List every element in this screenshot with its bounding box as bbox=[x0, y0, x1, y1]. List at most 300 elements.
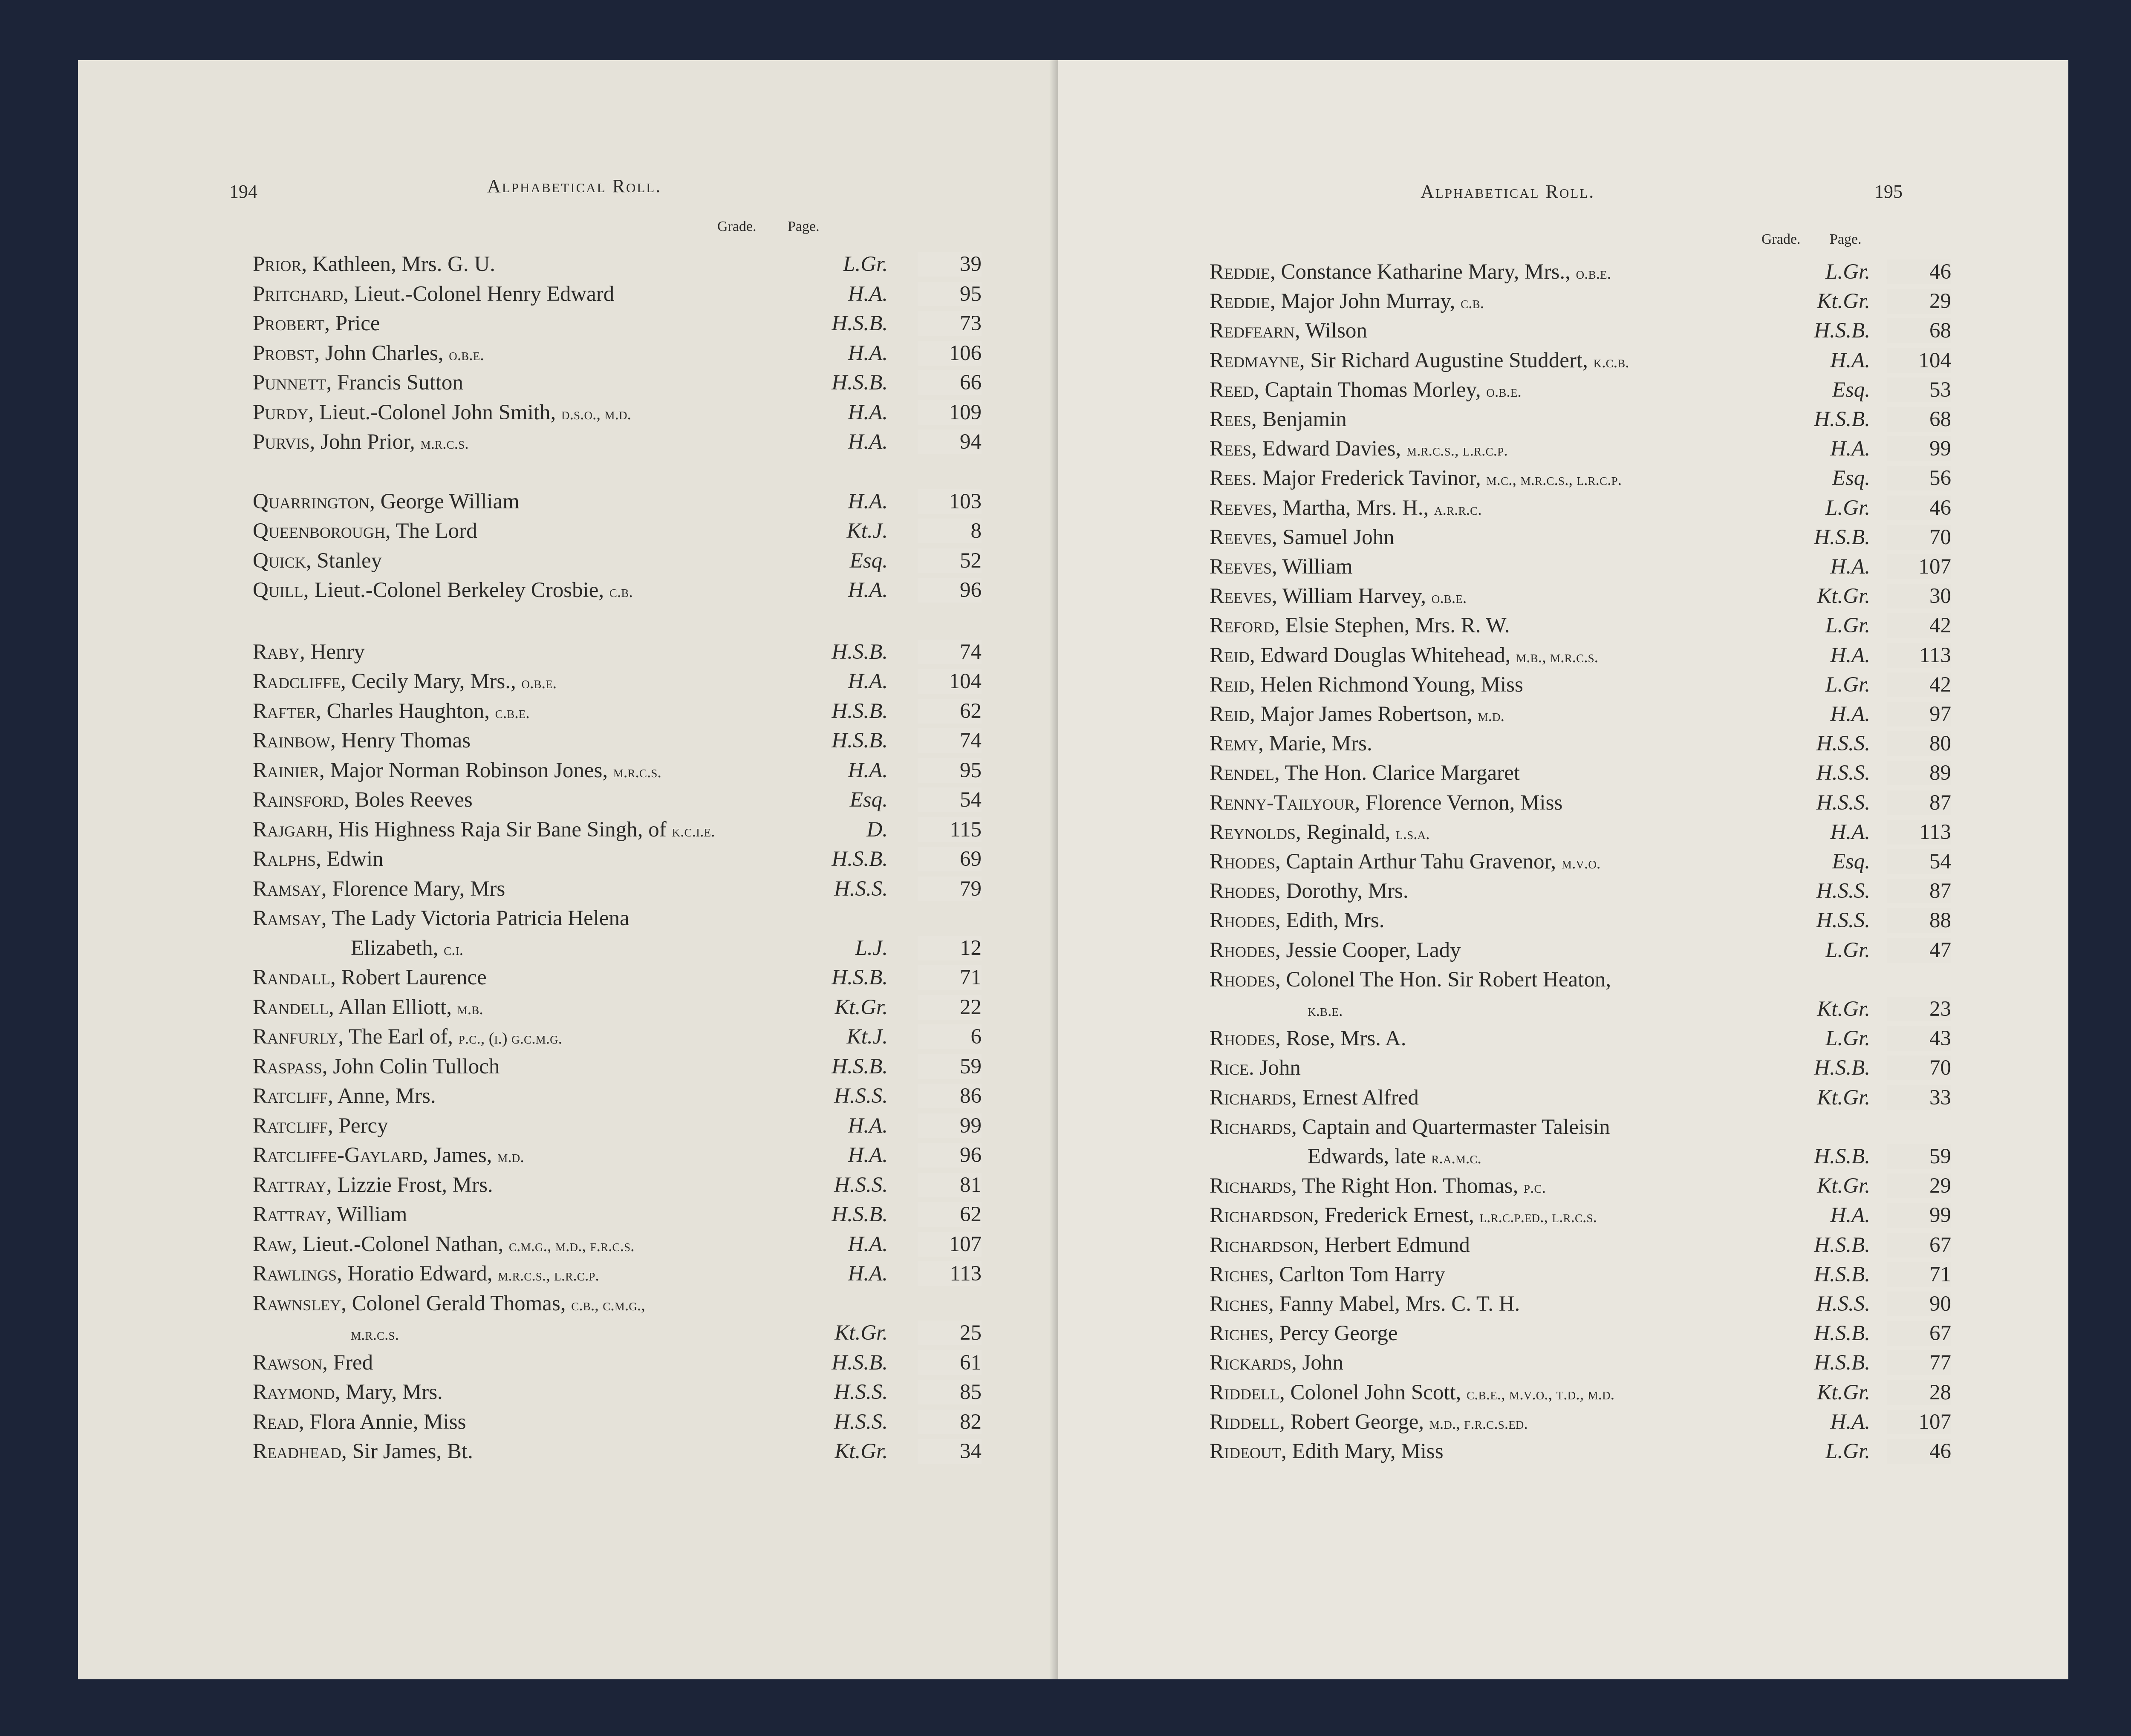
entry-given-names: Dorothy, Mrs. bbox=[1280, 879, 1409, 903]
entry-name bbox=[1210, 1233, 1470, 1257]
entry-page: 103 bbox=[918, 489, 982, 514]
entry-honours: l.r.c.p.ed., l.r.c.s. bbox=[1479, 1208, 1597, 1226]
entry-given-names: Captain Thomas Morley, bbox=[1259, 378, 1487, 402]
entry-page: 46 bbox=[1887, 1439, 1951, 1464]
entry-surname: Purvis, bbox=[253, 430, 315, 454]
entry-page: 12 bbox=[918, 936, 982, 960]
entry-page: 54 bbox=[918, 787, 982, 812]
entry-given-names: Edwards, late bbox=[1308, 1145, 1432, 1168]
entry-surname: Quarrington, bbox=[253, 489, 375, 513]
entry-given-names: Lieut.-Colonel Berkeley Crosbie, bbox=[309, 578, 609, 602]
entry-name bbox=[1210, 820, 1430, 845]
entry-name bbox=[1210, 1026, 1406, 1051]
entry-given-names: Percy George bbox=[1273, 1321, 1398, 1346]
entry-grade: Kt.Gr. bbox=[1817, 997, 1870, 1021]
entry-given-names: Carlton Tom Harry bbox=[1273, 1262, 1445, 1286]
entry-name bbox=[253, 1321, 399, 1345]
entry-surname: Rattray, bbox=[253, 1173, 332, 1197]
entry-given-names: Florence Vernon, Miss bbox=[1360, 790, 1563, 815]
entry-given-names: Robert George, bbox=[1285, 1410, 1429, 1434]
entry-given-names: The Lord bbox=[390, 519, 477, 543]
entry-honours: p.c. bbox=[1524, 1179, 1546, 1197]
entry-page: 34 bbox=[918, 1439, 982, 1464]
entry-name bbox=[253, 252, 495, 277]
entry-grade: H.S.B. bbox=[1814, 1321, 1870, 1346]
entry-name bbox=[1210, 1350, 1343, 1375]
entry-given-names: Ernest Alfred bbox=[1297, 1085, 1419, 1110]
entry-given-names: Robert Laurence bbox=[335, 966, 487, 989]
entry-grade: H.S.S. bbox=[1816, 1292, 1870, 1316]
entry-surname: Punnett, bbox=[253, 371, 332, 395]
entry-given-names: James, bbox=[428, 1143, 498, 1167]
entry-surname: Rhodes, bbox=[1210, 938, 1281, 962]
entry-name bbox=[1210, 260, 1611, 284]
entry-grade: H.S.B. bbox=[1814, 1262, 1870, 1286]
entry-honours: m.r.c.s. bbox=[613, 763, 661, 781]
entry-page: 104 bbox=[1887, 348, 1951, 373]
entry-surname: Raby, bbox=[253, 640, 305, 664]
entry-name bbox=[253, 1143, 524, 1168]
entry-grade: H.A. bbox=[848, 430, 888, 454]
entry-grade: L.Gr. bbox=[1825, 672, 1870, 697]
entry-given-names: Horatio Edward, bbox=[342, 1262, 498, 1286]
entry-surname: Reddie, bbox=[1210, 260, 1276, 284]
entry-given-names: Cecily Mary, Mrs., bbox=[346, 669, 522, 693]
entry-name bbox=[1210, 849, 1600, 874]
entry-honours: l.s.a. bbox=[1396, 825, 1430, 843]
entry-grade: H.S.B. bbox=[1814, 1351, 1870, 1375]
entry-page: 99 bbox=[1887, 436, 1951, 461]
entry-given-names: The Lady Victoria Patricia Helena bbox=[326, 906, 629, 930]
entry-name bbox=[1210, 496, 1482, 520]
entry-page: 109 bbox=[918, 400, 982, 425]
entry-grade: H.S.B. bbox=[832, 371, 888, 395]
entry-given-names: Major John Murray, bbox=[1275, 289, 1461, 314]
entry-surname: Reynolds, bbox=[1210, 820, 1301, 844]
entry-given-names: Price bbox=[329, 311, 380, 335]
entry-surname: Rattray, bbox=[253, 1203, 332, 1226]
entry-given-names: Florence Mary, Mrs bbox=[326, 877, 505, 901]
entry-given-names: Edward Davies, bbox=[1256, 437, 1407, 461]
entry-honours: o.b.e. bbox=[1486, 382, 1522, 401]
entry-page: 42 bbox=[1887, 672, 1951, 697]
entry-surname: Ralphs, bbox=[253, 847, 321, 871]
entry-page: 95 bbox=[918, 282, 982, 306]
entry-page: 113 bbox=[918, 1261, 982, 1286]
entry-page: 43 bbox=[1887, 1026, 1951, 1051]
grade-column-header: Grade. bbox=[717, 219, 757, 234]
entry-grade: H.A. bbox=[1830, 702, 1870, 726]
entry-surname: Ratcliff, bbox=[253, 1084, 333, 1108]
entry-page: 107 bbox=[1887, 1410, 1951, 1434]
entry-name bbox=[253, 936, 463, 960]
entry-given-names: The Earl of, bbox=[344, 1025, 459, 1049]
entry-name bbox=[1210, 702, 1504, 727]
entry-surname: Read, bbox=[253, 1410, 304, 1434]
entry-name bbox=[1210, 407, 1347, 432]
entry-surname: Reeves, bbox=[1210, 584, 1277, 608]
entry-given-names: Colonel The Hon. Sir Robert Heaton, bbox=[1280, 967, 1611, 992]
entry-name bbox=[1210, 761, 1520, 785]
entry-given-names: Samuel John bbox=[1277, 525, 1395, 549]
entry-surname: Riches, bbox=[1210, 1262, 1274, 1286]
entry-page: 59 bbox=[1887, 1144, 1951, 1169]
page-number: 194 bbox=[229, 181, 257, 202]
entry-surname: Ranfurly, bbox=[253, 1025, 344, 1049]
entry-surname: Renny-Tailyour, bbox=[1210, 790, 1360, 815]
entry-name bbox=[253, 1084, 436, 1108]
entry-surname: Reeves, bbox=[1210, 496, 1277, 520]
entry-surname: Rideout, bbox=[1210, 1439, 1287, 1463]
entry-surname: Rees, bbox=[1210, 437, 1257, 461]
entry-given-names: Edwin bbox=[321, 847, 384, 871]
entry-name bbox=[253, 311, 380, 336]
entry-surname: Riddell, bbox=[1210, 1380, 1285, 1404]
entry-grade: H.S.S. bbox=[1816, 761, 1870, 785]
entry-honours: c.b.e. bbox=[495, 704, 530, 722]
entry-name bbox=[1210, 1292, 1520, 1316]
entry-page: 104 bbox=[918, 669, 982, 694]
entry-honours: k.b.e. bbox=[1308, 1002, 1343, 1020]
entry-given-names: Mary, Mrs. bbox=[340, 1380, 443, 1404]
entry-given-names: Elizabeth, bbox=[351, 936, 444, 960]
entry-grade: H.S.S. bbox=[834, 1410, 888, 1434]
page-column-header: Page. bbox=[788, 219, 820, 234]
entry-surname: Reid, bbox=[1210, 643, 1255, 667]
entry-grade: H.S.S. bbox=[834, 1380, 888, 1404]
entry-given-names: Fanny Mabel, Mrs. C. T. H. bbox=[1273, 1292, 1520, 1316]
entry-name bbox=[1210, 436, 1508, 461]
entry-name bbox=[253, 906, 629, 931]
entry-page: 33 bbox=[1887, 1085, 1951, 1110]
entry-given-names: William Harvey, bbox=[1277, 584, 1432, 608]
entry-surname: Raymond, bbox=[253, 1380, 341, 1404]
entry-name bbox=[253, 548, 382, 573]
entry-page: 94 bbox=[918, 430, 982, 454]
entry-name bbox=[253, 1173, 493, 1197]
entry-grade: H.S.B. bbox=[832, 1203, 888, 1226]
entry-name bbox=[1210, 1174, 1546, 1198]
entry-surname: Remy, bbox=[1210, 732, 1264, 756]
entry-given-names: Fred bbox=[327, 1350, 373, 1375]
page-column-header: Page. bbox=[1830, 231, 1862, 247]
entry-page: 74 bbox=[918, 640, 982, 664]
entry-name bbox=[1210, 1262, 1445, 1287]
entry-name bbox=[1210, 584, 1467, 608]
entry-grade: H.S.S. bbox=[834, 1173, 888, 1197]
entry-grade: H.A. bbox=[848, 282, 888, 306]
entry-surname: Rees. bbox=[1210, 466, 1257, 490]
entry-surname: Rainbow, bbox=[253, 729, 336, 753]
entry-page: 80 bbox=[1887, 731, 1951, 756]
entry-grade: H.A. bbox=[1830, 643, 1870, 667]
entry-page: 23 bbox=[1887, 997, 1951, 1021]
entry-page: 95 bbox=[918, 758, 982, 783]
entry-page: 22 bbox=[918, 995, 982, 1020]
entry-grade: H.A. bbox=[1830, 555, 1870, 579]
entry-name bbox=[253, 728, 471, 753]
entry-page: 62 bbox=[918, 1202, 982, 1227]
entry-grade: L.Gr. bbox=[1825, 496, 1870, 520]
entry-name bbox=[1210, 554, 1353, 579]
entry-given-names: Charles Haughton, bbox=[321, 699, 495, 723]
entry-grade: H.S.S. bbox=[1816, 732, 1870, 756]
entry-name bbox=[253, 1054, 500, 1079]
entry-name bbox=[253, 1439, 473, 1464]
entry-surname: Reid, bbox=[1210, 672, 1255, 697]
entry-surname: Ramsay, bbox=[253, 906, 327, 930]
entry-given-names: Captain and Quartermaster Taleisin bbox=[1297, 1115, 1610, 1139]
entry-grade: H.S.S. bbox=[1816, 790, 1870, 815]
entry-name bbox=[253, 817, 715, 842]
entry-given-names: Herbert Edmund bbox=[1319, 1233, 1470, 1257]
entry-honours: m.b. bbox=[457, 1000, 483, 1018]
entry-page: 68 bbox=[1887, 407, 1951, 432]
entry-surname: Reddie, bbox=[1210, 289, 1276, 314]
entry-grade: H.S.B. bbox=[1814, 319, 1870, 343]
entry-honours: c.i. bbox=[444, 940, 464, 959]
entry-surname: Rainsford, bbox=[253, 788, 349, 812]
entry-honours: m.r.c.s., l.r.c.p. bbox=[498, 1266, 599, 1284]
entry-page: 81 bbox=[918, 1173, 982, 1197]
entry-given-names: John Charles, bbox=[320, 341, 449, 365]
entry-page: 87 bbox=[1887, 790, 1951, 815]
entry-surname: Rawlings, bbox=[253, 1262, 342, 1286]
entry-page: 42 bbox=[1887, 613, 1951, 638]
entry-page: 68 bbox=[1887, 318, 1951, 343]
entry-given-names: Helen Richmond Young, Miss bbox=[1255, 672, 1523, 697]
entry-page: 106 bbox=[918, 341, 982, 366]
entry-page: 29 bbox=[1887, 289, 1951, 314]
entry-name bbox=[253, 519, 477, 543]
entry-grade: D. bbox=[866, 817, 888, 842]
entry-name bbox=[1210, 997, 1343, 1021]
entry-surname: Quill, bbox=[253, 578, 309, 602]
entry-page: 25 bbox=[918, 1321, 982, 1345]
entry-surname: Prior, bbox=[253, 252, 307, 276]
entry-name bbox=[1210, 643, 1598, 668]
entry-surname: Rhodes, bbox=[1210, 879, 1281, 903]
entry-grade: L.Gr. bbox=[1825, 260, 1870, 284]
entry-name bbox=[1210, 289, 1484, 314]
entry-grade: H.S.B. bbox=[832, 699, 888, 723]
entry-page: 54 bbox=[1887, 849, 1951, 874]
entry-page: 88 bbox=[1887, 908, 1951, 933]
entry-page: 97 bbox=[1887, 702, 1951, 727]
entry-name bbox=[1210, 1144, 1481, 1169]
entry-name bbox=[253, 758, 661, 783]
entry-page: 87 bbox=[1887, 879, 1951, 903]
entry-given-names: Flora Annie, Miss bbox=[304, 1410, 466, 1434]
entry-surname: Rendel, bbox=[1210, 761, 1280, 785]
entry-name bbox=[253, 1024, 562, 1049]
entry-page: 79 bbox=[918, 877, 982, 901]
entry-grade: Kt.Gr. bbox=[834, 1439, 888, 1463]
entry-name bbox=[1210, 908, 1384, 933]
entry-name bbox=[1210, 967, 1611, 992]
entry-name bbox=[1210, 613, 1510, 638]
entry-grade: H.A. bbox=[848, 1232, 888, 1256]
entry-name bbox=[1210, 525, 1395, 550]
entry-page: 107 bbox=[1887, 554, 1951, 579]
entry-grade: H.S.B. bbox=[832, 1350, 888, 1375]
entry-grade: H.S.B. bbox=[1814, 525, 1870, 549]
entry-honours: d.s.o., m.d. bbox=[561, 405, 631, 423]
entry-surname: Reeves, bbox=[1210, 525, 1277, 549]
entry-given-names: Francis Sutton bbox=[332, 371, 463, 395]
entry-surname: Rice. bbox=[1210, 1056, 1254, 1080]
entry-honours: m.c., m.r.c.s., l.r.c.p. bbox=[1486, 471, 1622, 489]
entry-grade: H.S.B. bbox=[832, 1054, 888, 1079]
entry-grade: H.A. bbox=[848, 1143, 888, 1167]
entry-page: 47 bbox=[1887, 938, 1951, 963]
entry-given-names: Major Norman Robinson Jones, bbox=[324, 758, 613, 782]
entry-given-names: Major Frederick Tavinor, bbox=[1256, 466, 1487, 490]
entry-surname: Rhodes, bbox=[1210, 967, 1281, 992]
entry-page: 71 bbox=[1887, 1262, 1951, 1287]
entry-grade: Esq. bbox=[1832, 466, 1870, 490]
entry-grade: H.A. bbox=[848, 400, 888, 424]
entry-grade: H.S.S. bbox=[834, 877, 888, 901]
entry-surname: Redmayne, bbox=[1210, 348, 1305, 372]
running-header: Alphabetical Roll. bbox=[1421, 181, 1595, 202]
left-page bbox=[78, 60, 1058, 1679]
entry-grade: Kt.Gr. bbox=[834, 1321, 888, 1345]
entry-page: 69 bbox=[918, 847, 982, 871]
entry-page: 66 bbox=[918, 370, 982, 395]
entry-grade: H.S.B. bbox=[1814, 407, 1870, 431]
entry-page: 59 bbox=[918, 1054, 982, 1079]
entry-surname: Ramsay, bbox=[253, 877, 327, 901]
entry-given-names: Sir James, Bt. bbox=[347, 1439, 473, 1463]
entry-grade: H.A. bbox=[848, 1262, 888, 1286]
entry-page: 113 bbox=[1887, 820, 1951, 845]
entry-grade: H.S.B. bbox=[832, 640, 888, 664]
entry-surname: Rawson, bbox=[253, 1350, 328, 1375]
entry-name bbox=[253, 400, 631, 425]
entry-grade: H.S.B. bbox=[832, 311, 888, 335]
entry-grade: Esq. bbox=[849, 788, 888, 812]
entry-page: 73 bbox=[918, 311, 982, 336]
entry-surname: Richards, bbox=[1210, 1174, 1297, 1198]
entry-surname: Raspass, bbox=[253, 1054, 328, 1079]
entry-page: 39 bbox=[918, 252, 982, 277]
entry-grade: Esq. bbox=[1832, 378, 1870, 402]
entry-surname: Reford, bbox=[1210, 614, 1280, 638]
entry-given-names: John bbox=[1297, 1351, 1343, 1375]
entry-surname: Rafter, bbox=[253, 699, 321, 723]
entry-surname: Probst, bbox=[253, 341, 320, 365]
entry-name bbox=[253, 1113, 388, 1138]
entry-honours: k.c.i.e. bbox=[672, 822, 715, 840]
entry-grade: H.A. bbox=[848, 489, 888, 513]
entry-honours: o.b.e. bbox=[1431, 589, 1467, 607]
entry-surname: Rawnsley, bbox=[253, 1291, 347, 1315]
entry-grade: H.S.S. bbox=[1816, 908, 1870, 933]
entry-given-names: Stanley bbox=[311, 548, 382, 573]
entry-page: 70 bbox=[1887, 1055, 1951, 1080]
entry-given-names: The Hon. Clarice Margaret bbox=[1279, 761, 1520, 785]
entry-page: 52 bbox=[918, 548, 982, 573]
entry-surname: Ratcliff, bbox=[253, 1113, 333, 1138]
entry-name bbox=[253, 787, 473, 812]
entry-honours: c.b.e., m.v.o., t.d., m.d. bbox=[1467, 1385, 1615, 1403]
entry-name bbox=[253, 1202, 407, 1227]
entry-given-names: Reginald, bbox=[1301, 820, 1396, 844]
entry-page: 85 bbox=[918, 1380, 982, 1404]
entry-surname: Radcliffe, bbox=[253, 669, 346, 693]
entry-grade: H.A. bbox=[1830, 820, 1870, 844]
entry-surname: Randell, bbox=[253, 995, 334, 1019]
entry-page: 46 bbox=[1887, 496, 1951, 520]
entry-surname: Pritchard, bbox=[253, 282, 349, 306]
entry-given-names: Marie, Mrs. bbox=[1263, 732, 1372, 756]
entry-name bbox=[253, 1380, 443, 1404]
entry-given-names: His Highness Raja Sir Bane Singh, of bbox=[333, 817, 672, 842]
entry-honours: c.b. bbox=[609, 583, 633, 601]
entry-name bbox=[253, 370, 463, 395]
entry-name bbox=[1210, 672, 1523, 697]
entry-page: 28 bbox=[1887, 1380, 1951, 1405]
entry-given-names: John bbox=[1254, 1056, 1301, 1080]
entry-name bbox=[1210, 1439, 1444, 1464]
entry-surname: Quick, bbox=[253, 548, 312, 573]
entry-surname: Reeves, bbox=[1210, 555, 1277, 579]
entry-given-names: Colonel John Scott, bbox=[1285, 1380, 1467, 1404]
entry-given-names: Wilson bbox=[1300, 319, 1367, 343]
entry-grade: Kt.Gr. bbox=[1817, 1174, 1870, 1198]
entry-name bbox=[1210, 879, 1409, 903]
entry-grade: L.Gr. bbox=[843, 252, 888, 276]
entry-grade: L.Gr. bbox=[1825, 1439, 1870, 1463]
entry-name bbox=[1210, 1115, 1610, 1139]
entry-given-names: Frederick Ernest, bbox=[1319, 1203, 1480, 1228]
entry-name bbox=[1210, 466, 1622, 490]
entry-page: 107 bbox=[918, 1232, 982, 1257]
right-page bbox=[1058, 60, 2068, 1679]
entry-given-names: Sir Richard Augustine Studdert, bbox=[1305, 348, 1594, 372]
entry-honours: m.v.o. bbox=[1561, 854, 1601, 872]
entry-given-names: Colonel Gerald Thomas, bbox=[346, 1291, 572, 1315]
entry-grade: L.Gr. bbox=[1825, 938, 1870, 962]
entry-surname: Riches, bbox=[1210, 1321, 1274, 1346]
entry-honours: r.a.m.c. bbox=[1431, 1149, 1481, 1167]
entry-surname: Riddell, bbox=[1210, 1410, 1285, 1434]
entry-given-names: Edith, Mrs. bbox=[1280, 908, 1385, 933]
entry-grade: H.A. bbox=[848, 578, 888, 602]
entry-honours: k.c.b. bbox=[1593, 353, 1629, 371]
entry-page: 71 bbox=[918, 965, 982, 990]
entry-given-names: John Colin Tulloch bbox=[327, 1054, 500, 1079]
entry-name bbox=[253, 1291, 645, 1316]
entry-given-names: Major James Robertson, bbox=[1255, 702, 1478, 726]
entry-given-names: Edward Douglas Whitehead, bbox=[1255, 643, 1516, 667]
entry-grade: H.A. bbox=[1830, 348, 1870, 372]
entry-given-names: Anne, Mrs. bbox=[333, 1084, 436, 1108]
entry-name bbox=[253, 877, 505, 901]
entry-name bbox=[253, 489, 520, 514]
entry-grade: Kt.J. bbox=[846, 1025, 888, 1049]
entry-name bbox=[1210, 1055, 1301, 1080]
entry-name bbox=[253, 640, 365, 664]
entry-honours: o.b.e. bbox=[521, 674, 557, 692]
entry-name bbox=[1210, 1380, 1614, 1405]
entry-name bbox=[253, 965, 487, 990]
entry-grade: Kt.Gr. bbox=[1817, 1380, 1870, 1404]
entry-page: 99 bbox=[918, 1113, 982, 1138]
entry-page: 90 bbox=[1887, 1292, 1951, 1316]
entry-honours: m.r.c.s. bbox=[420, 435, 469, 453]
